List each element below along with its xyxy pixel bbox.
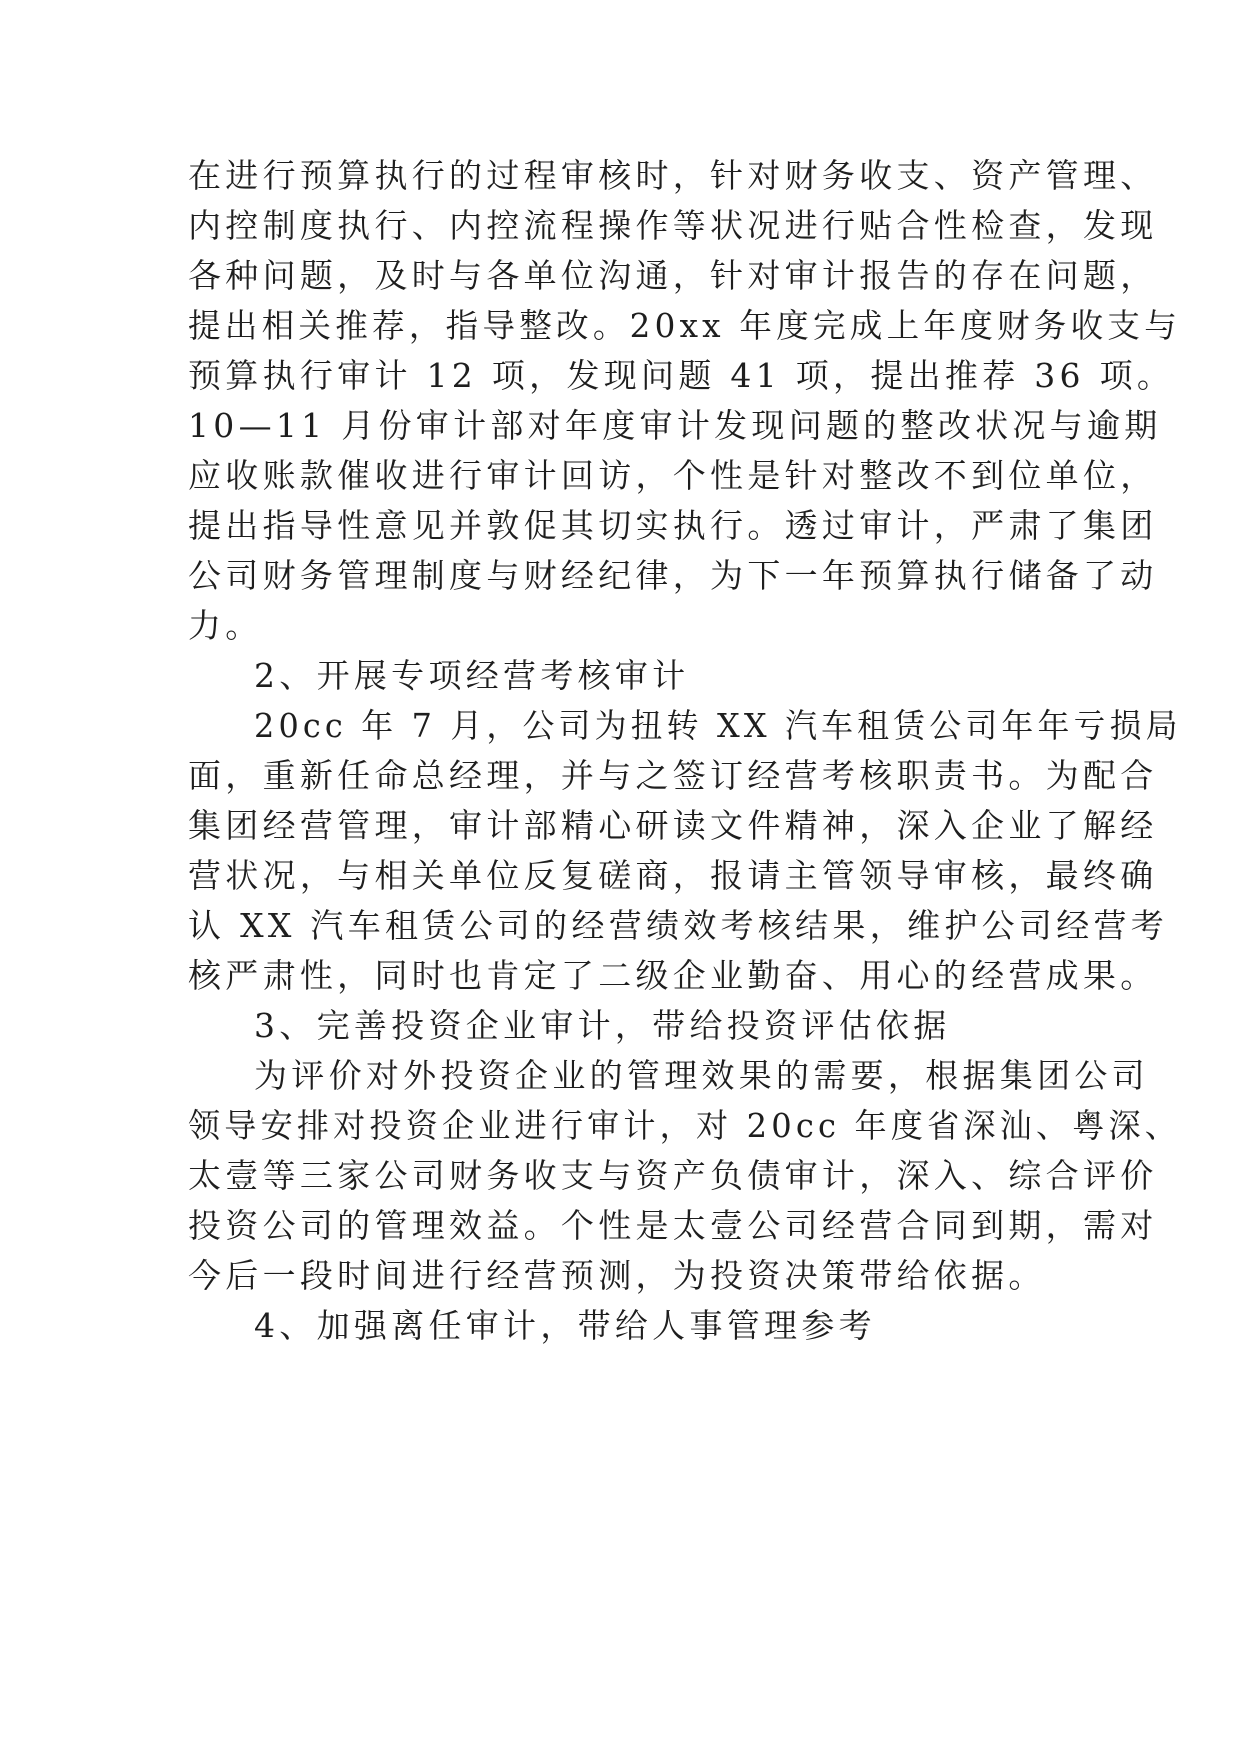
- paragraph-line: 认 XX 汽车租赁公司的经营绩效考核结果，维护公司经营考: [188, 906, 1169, 945]
- section-heading: 4、加强离任审计，带给人事管理参考: [254, 1306, 876, 1345]
- paragraph-line: 集团经营管理，审计部精心研读文件精神，深入企业了解经: [188, 806, 1158, 845]
- paragraph-line: 今后一段时间进行经营预测，为投资决策带给依据。: [188, 1256, 1046, 1295]
- paragraph-line: 太壹等三家公司财务收支与资产负债审计，深入、综合评价: [188, 1156, 1158, 1195]
- paragraph-line: 公司财务管理制度与财经纪律，为下一年预算执行储备了动: [188, 556, 1158, 595]
- section-heading: 2、开展专项经营考核审计: [254, 656, 690, 695]
- section-heading: 3、完善投资企业审计，带给投资评估依据: [254, 1006, 951, 1045]
- paragraph-line: 内控制度执行、内控流程操作等状况进行贴合性检查，发现: [188, 206, 1158, 245]
- paragraph-line: 核严肃性，同时也肯定了二级企业勤奋、用心的经营成果。: [188, 956, 1158, 995]
- paragraph-line: 各种问题，及时与各单位沟通，针对审计报告的存在问题，: [188, 256, 1158, 295]
- paragraph-line: 领导安排对投资企业进行审计，对 20cc 年度省深汕、粤深、: [188, 1106, 1182, 1145]
- paragraph-line: 提出指导性意见并敦促其切实执行。透过审计，严肃了集团: [188, 506, 1158, 545]
- paragraph-line: 营状况，与相关单位反复磋商，报请主管领导审核，最终确: [188, 856, 1158, 895]
- paragraph-line: 为评价对外投资企业的管理效果的需要，根据集团公司: [254, 1056, 1149, 1095]
- paragraph-line: 提出相关推荐，指导整改。20xx 年度完成上年度财务收支与: [188, 306, 1182, 345]
- paragraph-line: 面，重新任命总经理，并与之签订经营考核职责书。为配合: [188, 756, 1158, 795]
- paragraph-line: 10—11 月份审计部对年度审计发现问题的整改状况与逾期: [188, 406, 1162, 445]
- paragraph-line: 力。: [188, 606, 263, 645]
- paragraph-line: 预算执行审计 12 项，发现问题 41 项，提出推荐 36 项。: [188, 356, 1175, 395]
- paragraph-line: 在进行预算执行的过程审核时，针对财务收支、资产管理、: [188, 156, 1158, 195]
- paragraph-line: 投资公司的管理效益。个性是太壹公司经营合同到期，需对: [188, 1206, 1158, 1245]
- paragraph-line: 应收账款催收进行审计回访，个性是针对整改不到位单位，: [188, 456, 1158, 495]
- paragraph-line: 20cc 年 7 月，公司为扭转 XX 汽车租赁公司年年亏损局: [254, 706, 1182, 745]
